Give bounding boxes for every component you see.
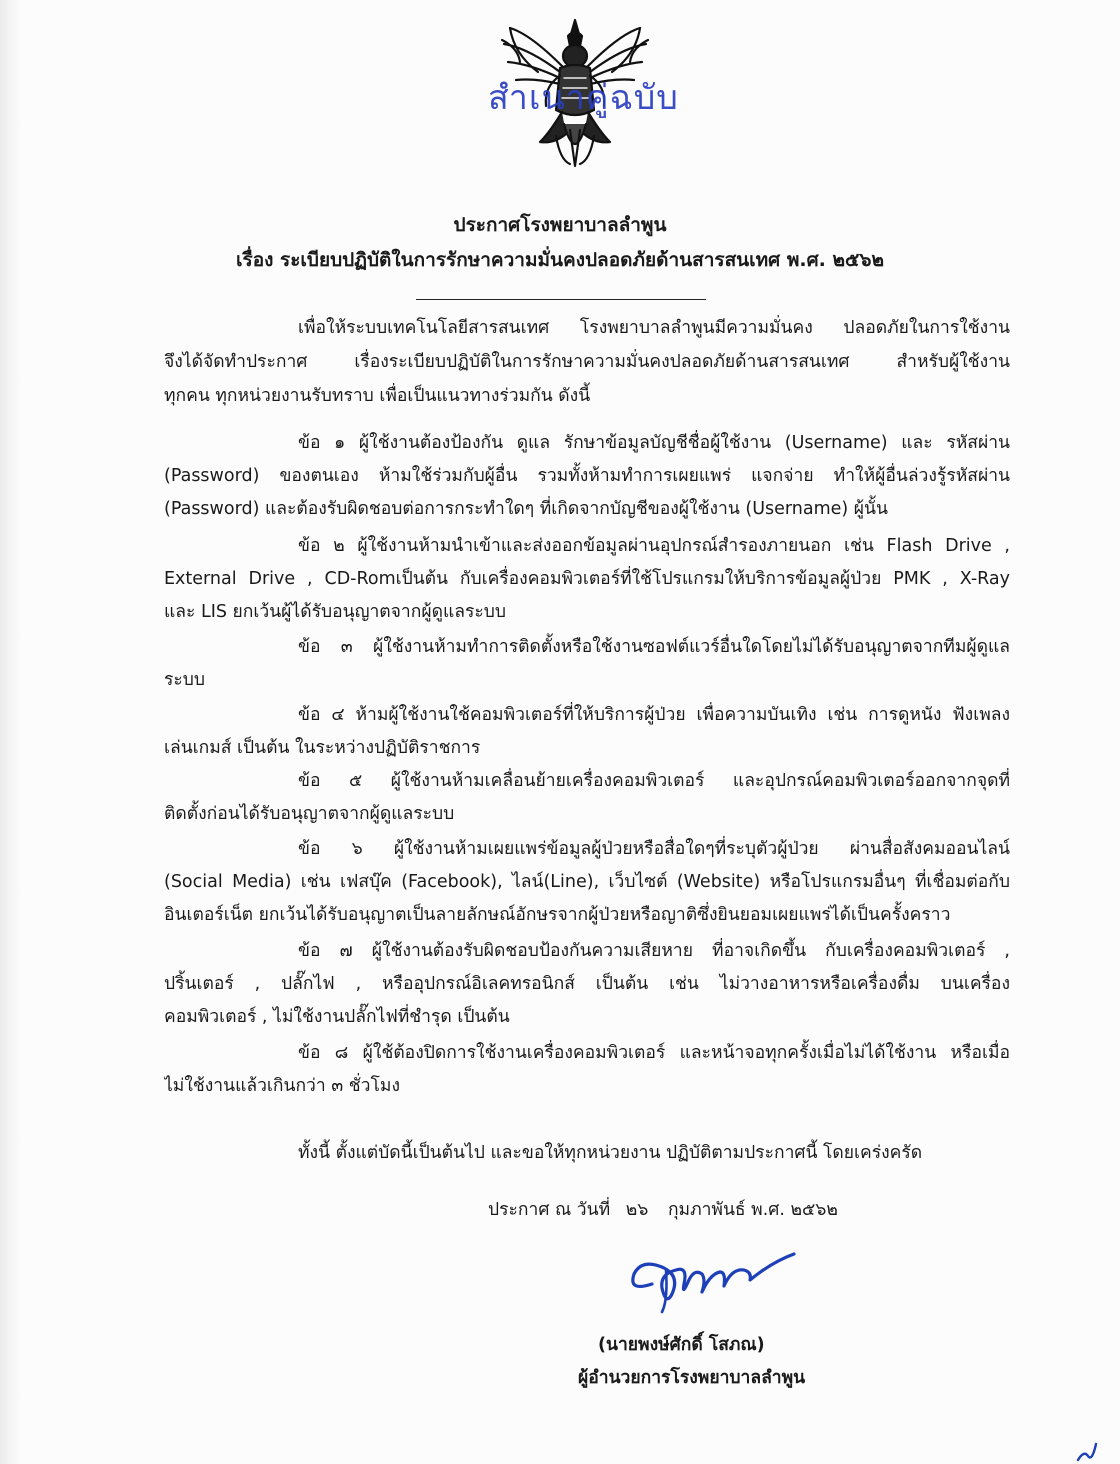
clause-6-line: ข้อ ๖ ผู้ใช้งานห้ามเผยแพร่ข้อมูลผู้ป่วยหรือสื่อใดๆที่ระบุตัวผู้ป่วย ผ่านสื่อสังคมออนไลน์	[298, 839, 1010, 859]
clause-7-line: ปริ้นเตอร์ , ปลั๊กไฟ , หรืออุปกรณ์อิเลคทรอนิกส์ เป็นต้น เช่น ไม่วางอาหารหรือเครื่องดื่ม บนเครื่อง	[164, 974, 1010, 994]
signer-name: (นายพงษ์ศักดิ์ โสภณ)	[598, 1335, 765, 1355]
clause-4-line: ข้อ ๔ ห้ามผู้ใช้งานใช้คอมพิวเตอร์ที่ให้บริการผู้ป่วย เพื่อความบันเทิง เช่น การดูหนัง ฟังเพลง	[298, 705, 1010, 725]
clause-7-line: ข้อ ๗ ผู้ใช้งานต้องรับผิดชอบป้องกันความเสียหาย ที่อาจเกิดขึ้น กับเครื่องคอมพิวเตอร์ ,	[298, 941, 1010, 961]
clause-3-line: ข้อ ๓ ผู้ใช้งานห้ามทำการติดตั้งหรือใช้งานซอฟต์แวร์อื่นใดโดยไม่ได้รับอนุญาตจากทีมผู้ดูแล	[298, 637, 1010, 657]
intro-line: เพื่อให้ระบบเทคโนโลยีสารสนเทศ โรงพยาบาลลำพูนมีความมั่นคง ปลอดภัยในการใช้งาน	[298, 318, 1010, 338]
clause-1-line: (Password) ของตนเอง ห้ามใช้ร่วมกับผู้อื่น รวมทั้งห้ามทำการเผยแพร่ แจกจ่าย ทำให้ผู้อื่นล่วงรู้รหัสผ่าน	[164, 466, 1010, 486]
date-month-year: กุมภาพันธ์ พ.ศ. ๒๕๖๒	[667, 1200, 838, 1220]
intro-line: ทุกคน ทุกหน่วยงานรับทราบ เพื่อเป็นแนวทางร่วมกัน ดังนี้	[164, 386, 591, 406]
intro-line: จึงได้จัดทำประกาศ เรื่องระเบียบปฏิบัติในการรักษาความมั่นคงปลอดภัยด้านสารสนเทศ สำหรับผู้ใช้งาน	[164, 352, 1010, 372]
clause-2-line: และ LIS ยกเว้นผู้ได้รับอนุญาตจากผู้ดูแลระบบ	[164, 602, 506, 622]
clause-8-line: ไม่ใช้งานแล้วเกินกว่า ๓ ชั่วโมง	[164, 1076, 400, 1096]
clause-7-line: คอมพิวเตอร์ , ไม่ใช้งานปลั๊กไฟที่ชำรุด เป็นต้น	[164, 1007, 510, 1027]
clause-4-line: เล่นเกมส์ เป็นต้น ในระหว่างปฏิบัติราชการ	[164, 738, 481, 758]
initial-mark-icon	[1074, 1436, 1104, 1464]
clause-5-line: ข้อ ๕ ผู้ใช้งานห้ามเคลื่อนย้ายเครื่องคอมพิวเตอร์ และอุปกรณ์คอมพิวเตอร์ออกจากจุดที่	[298, 771, 1010, 791]
announcement-date	[488, 1195, 838, 1223]
signer-title: ผู้อำนวยการโรงพยาบาลลำพูน	[578, 1368, 806, 1388]
signature-icon	[622, 1244, 802, 1314]
date-prefix: ประกาศ ณ วันที่	[488, 1200, 611, 1220]
copy-stamp: สำเนาคู่ฉบับ	[488, 78, 679, 118]
clause-8-line: ข้อ ๘ ผู้ใช้ต้องปิดการใช้งานเครื่องคอมพิวเตอร์ และหน้าจอทุกครั้งเมื่อไม่ได้ใช้งาน หรือเมื่อ	[298, 1043, 1010, 1063]
title-underline	[416, 299, 706, 300]
clause-3-line: ระบบ	[164, 670, 206, 690]
closing-statement: ทั้งนี้ ตั้งแต่บัดนี้เป็นต้นไป และขอให้ทุกหน่วยงาน ปฏิบัติตามประกาศนี้ โดยเคร่งครัด	[298, 1143, 923, 1163]
clause-2-line: ข้อ ๒ ผู้ใช้งานห้ามนำเข้าและส่งออกข้อมูลผ่านอุปกรณ์สำรองภายนอก เช่น Flash Drive ,	[298, 536, 1010, 556]
clause-6-line: (Social Media) เช่น เฟสบุ๊ค (Facebook), ไลน์(Line), เว็บไซต์ (Website) หรือโปรแกรมอื่นๆ ที่เชื่อมต่อกับ	[164, 872, 1010, 892]
clause-2-line: External Drive , CD-Romเป็นต้น กับเครื่องคอมพิวเตอร์ที่ใช้โปรแกรมให้บริการข้อมูลผู้ป่วย PMK , X-Ray	[164, 569, 1010, 589]
clause-6-line: อินเตอร์เน็ต ยกเว้นได้รับอนุญาตเป็นลายลักษณ์อักษรจากผู้ป่วยหรือญาติซึ่งยินยอมเผยแพร่ได้เป็นครั้งคราว	[164, 905, 951, 925]
announcement-subject: เรื่อง ระเบียบปฏิบัติในการรักษาความมั่นคงปลอดภัยด้านสารสนเทศ พ.ศ. ๒๕๖๒	[236, 249, 884, 271]
clause-1-line: ข้อ ๑ ผู้ใช้งานต้องป้องกัน ดูแล รักษาข้อมูลบัญชีชื่อผู้ใช้งาน (Username) และ รหัสผ่าน	[298, 433, 1010, 453]
announcement-title: ประกาศโรงพยาบาลลำพูน	[453, 214, 667, 236]
date-day: ๒๖	[625, 1200, 649, 1220]
clause-1-line: (Password) และต้องรับผิดชอบต่อการกระทำใดๆ ที่เกิดจากบัญชีของผู้ใช้งาน (Username) ผู้นั้น	[164, 499, 888, 519]
clause-5-line: ติดตั้งก่อนได้รับอนุญาตจากผู้ดูแลระบบ	[164, 804, 455, 824]
